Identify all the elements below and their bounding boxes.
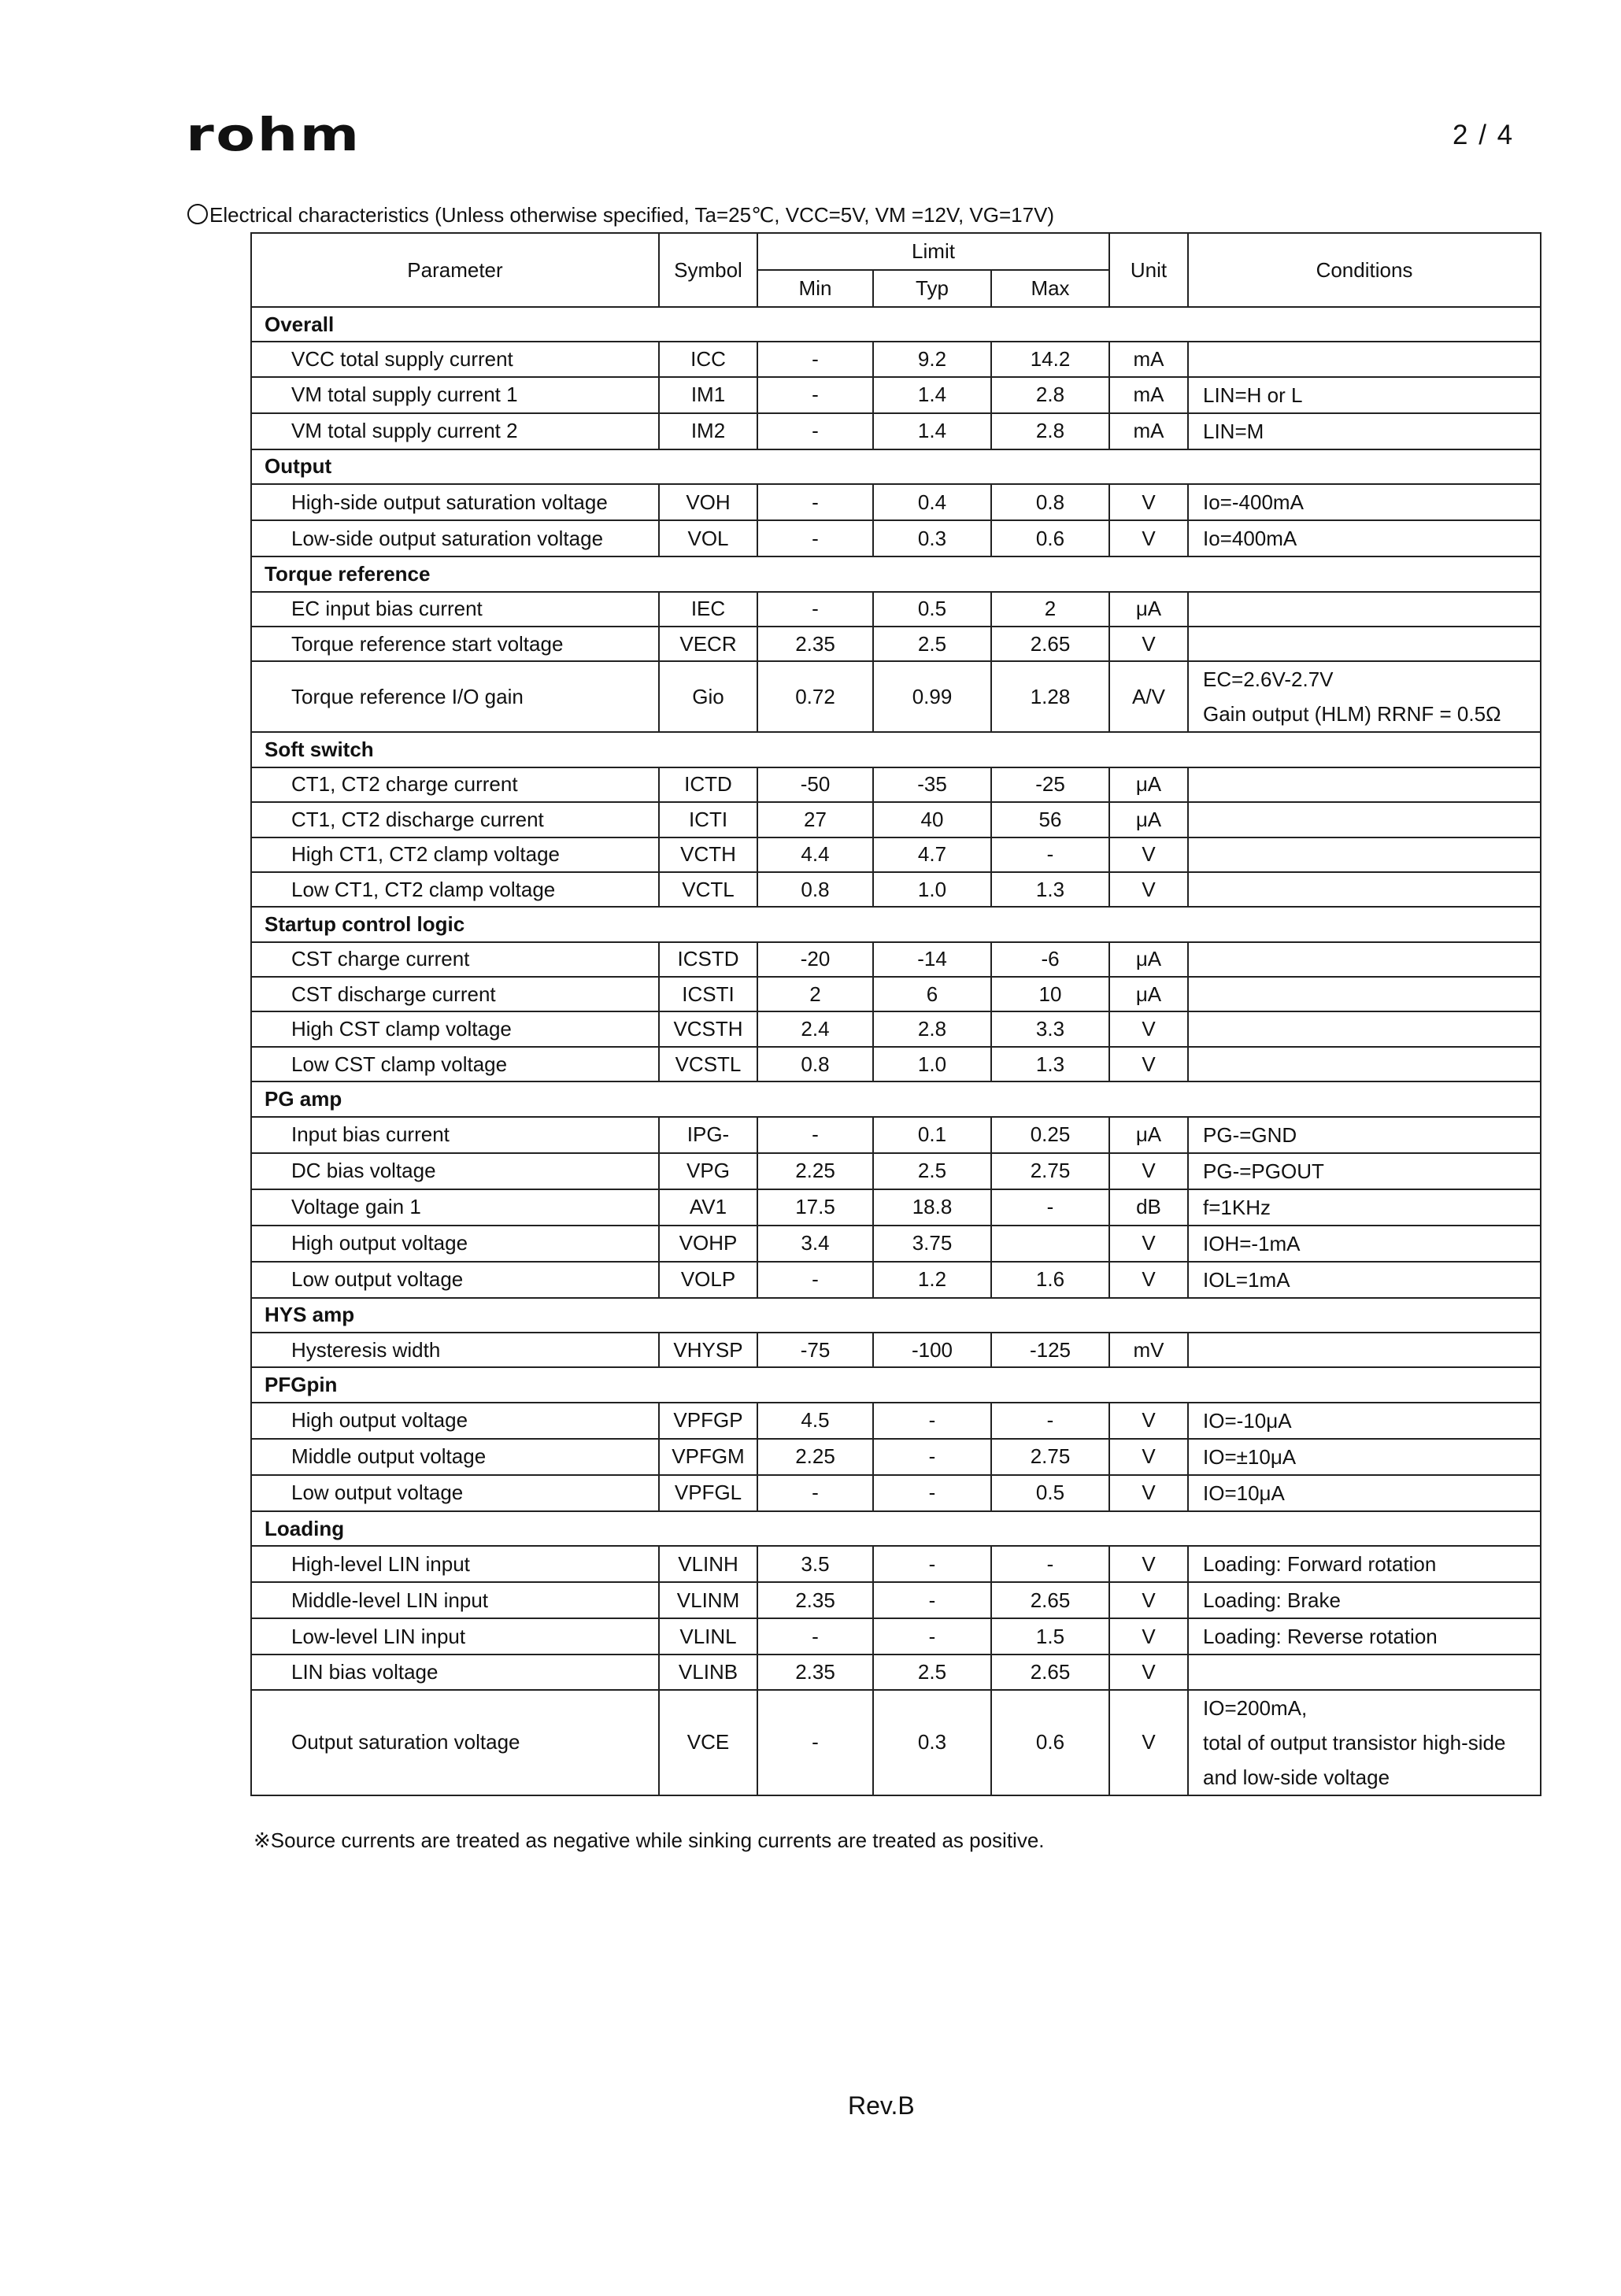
table-row bbox=[251, 592, 1541, 627]
table-row bbox=[251, 977, 1541, 1011]
max-cell: -25 bbox=[991, 767, 1109, 802]
caption-text: Electrical characteristics (Unless otherwise specified, Ta=25℃, VCC=5V, VM =12V, VG=17V) bbox=[209, 203, 1055, 227]
max-cell: 2 bbox=[991, 592, 1109, 627]
condition-line: Io=400mA bbox=[1203, 527, 1297, 551]
param-cell: Low CST clamp voltage bbox=[251, 1047, 659, 1081]
conditions-cell bbox=[1188, 1047, 1541, 1081]
table-body bbox=[251, 307, 1541, 1795]
typ-cell: 9.2 bbox=[873, 342, 991, 376]
section-row bbox=[251, 1511, 1541, 1546]
section-title: Loading bbox=[251, 1511, 1541, 1546]
max-cell: 56 bbox=[991, 802, 1109, 837]
typ-cell: 1.0 bbox=[873, 1047, 991, 1081]
max-cell: 0.25 bbox=[991, 1117, 1109, 1153]
circle-bullet-icon bbox=[187, 204, 208, 224]
table-row bbox=[251, 627, 1541, 661]
symbol-cell: VOL bbox=[659, 520, 757, 556]
param-cell: Input bias current bbox=[251, 1117, 659, 1153]
header-typ: Typ bbox=[873, 270, 991, 307]
min-cell: - bbox=[757, 1262, 873, 1298]
table-row bbox=[251, 342, 1541, 376]
symbol-cell: VOHP bbox=[659, 1226, 757, 1262]
max-cell: 2.65 bbox=[991, 1582, 1109, 1618]
condition-line: f=1KHz bbox=[1203, 1195, 1271, 1219]
unit-cell: V bbox=[1109, 1047, 1188, 1081]
typ-cell: 0.5 bbox=[873, 592, 991, 627]
conditions-cell bbox=[1188, 942, 1541, 977]
typ-cell: 0.4 bbox=[873, 484, 991, 520]
typ-cell: 40 bbox=[873, 802, 991, 837]
unit-cell: V bbox=[1109, 1153, 1188, 1189]
symbol-cell: IM2 bbox=[659, 413, 757, 449]
min-cell: 2.25 bbox=[757, 1153, 873, 1189]
rohm-logo: rohm bbox=[186, 108, 361, 161]
min-cell: 0.8 bbox=[757, 1047, 873, 1081]
table-row bbox=[251, 1333, 1541, 1367]
table-row bbox=[251, 520, 1541, 556]
param-cell: VM total supply current 1 bbox=[251, 377, 659, 413]
symbol-cell: VOH bbox=[659, 484, 757, 520]
table-row bbox=[251, 1546, 1541, 1582]
condition-line: Loading: Forward rotation bbox=[1203, 1552, 1437, 1577]
revision-label: Rev.B bbox=[848, 2091, 915, 2120]
table-row bbox=[251, 1690, 1541, 1795]
param-cell: Hysteresis width bbox=[251, 1333, 659, 1367]
conditions-cell bbox=[1188, 872, 1541, 907]
min-cell: 4.5 bbox=[757, 1403, 873, 1439]
electrical-characteristics-table bbox=[250, 232, 1541, 1796]
conditions-cell bbox=[1188, 1618, 1541, 1655]
table-row bbox=[251, 413, 1541, 449]
symbol-cell: VLINM bbox=[659, 1582, 757, 1618]
table-caption bbox=[187, 203, 1054, 227]
symbol-cell: VCSTH bbox=[659, 1011, 757, 1046]
typ-cell: - bbox=[873, 1546, 991, 1582]
max-cell: 10 bbox=[991, 977, 1109, 1011]
typ-cell: 2.5 bbox=[873, 1153, 991, 1189]
unit-cell: dB bbox=[1109, 1189, 1188, 1226]
param-cell: Low-side output saturation voltage bbox=[251, 520, 659, 556]
min-cell: - bbox=[757, 413, 873, 449]
table-row bbox=[251, 1226, 1541, 1262]
section-row bbox=[251, 732, 1541, 767]
condition-line: and low-side voltage bbox=[1203, 1765, 1390, 1789]
condition-line: Gain output (HLM) RRNF = 0.5Ω bbox=[1203, 702, 1501, 727]
condition-line: total of output transistor high-side bbox=[1203, 1730, 1506, 1754]
min-cell: 27 bbox=[757, 802, 873, 837]
section-title: PG amp bbox=[251, 1081, 1541, 1116]
max-cell: 1.6 bbox=[991, 1262, 1109, 1298]
unit-cell: V bbox=[1109, 484, 1188, 520]
symbol-cell: VPFGP bbox=[659, 1403, 757, 1439]
conditions-cell bbox=[1188, 802, 1541, 837]
param-cell: Torque reference start voltage bbox=[251, 627, 659, 661]
table-row bbox=[251, 1582, 1541, 1618]
unit-cell: μA bbox=[1109, 1117, 1188, 1153]
table-row bbox=[251, 837, 1541, 872]
symbol-cell: VLINB bbox=[659, 1655, 757, 1689]
max-cell bbox=[991, 1226, 1109, 1262]
max-cell: 2.75 bbox=[991, 1153, 1109, 1189]
symbol-cell: VPFGL bbox=[659, 1475, 757, 1511]
symbol-cell: ICTI bbox=[659, 802, 757, 837]
typ-cell: -35 bbox=[873, 767, 991, 802]
unit-cell: V bbox=[1109, 1655, 1188, 1689]
unit-cell: μA bbox=[1109, 802, 1188, 837]
param-cell: Low output voltage bbox=[251, 1262, 659, 1298]
conditions-cell bbox=[1188, 627, 1541, 661]
section-title: Overall bbox=[251, 307, 1541, 342]
typ-cell: - bbox=[873, 1475, 991, 1511]
condition-line: LIN=H or L bbox=[1203, 383, 1303, 407]
table-row bbox=[251, 1439, 1541, 1475]
conditions-cell bbox=[1188, 342, 1541, 376]
symbol-cell: VOLP bbox=[659, 1262, 757, 1298]
conditions-cell bbox=[1188, 1262, 1541, 1298]
min-cell: - bbox=[757, 592, 873, 627]
min-cell: -75 bbox=[757, 1333, 873, 1367]
table-row bbox=[251, 1117, 1541, 1153]
table-row bbox=[251, 1475, 1541, 1511]
max-cell: 3.3 bbox=[991, 1011, 1109, 1046]
symbol-cell: VCSTL bbox=[659, 1047, 757, 1081]
unit-cell: A/V bbox=[1109, 661, 1188, 732]
header-conditions: Conditions bbox=[1188, 233, 1541, 307]
conditions-cell bbox=[1188, 1333, 1541, 1367]
typ-cell: -14 bbox=[873, 942, 991, 977]
min-cell: 3.5 bbox=[757, 1546, 873, 1582]
typ-cell: 1.0 bbox=[873, 872, 991, 907]
min-cell: 2 bbox=[757, 977, 873, 1011]
max-cell: - bbox=[991, 1403, 1109, 1439]
header-parameter: Parameter bbox=[251, 233, 659, 307]
max-cell: 0.8 bbox=[991, 484, 1109, 520]
min-cell: - bbox=[757, 484, 873, 520]
param-cell: VCC total supply current bbox=[251, 342, 659, 376]
max-cell: 2.75 bbox=[991, 1439, 1109, 1475]
typ-cell: 1.2 bbox=[873, 1262, 991, 1298]
condition-line: Io=-400mA bbox=[1203, 490, 1304, 515]
condition-line: IO=10μA bbox=[1203, 1481, 1285, 1505]
unit-cell: μA bbox=[1109, 942, 1188, 977]
condition-line: IO=-10μA bbox=[1203, 1408, 1292, 1433]
symbol-cell: IPG- bbox=[659, 1117, 757, 1153]
param-cell: High output voltage bbox=[251, 1403, 659, 1439]
param-cell: DC bias voltage bbox=[251, 1153, 659, 1189]
unit-cell: mA bbox=[1109, 377, 1188, 413]
condition-line: IOH=-1mA bbox=[1203, 1231, 1301, 1255]
symbol-cell: VLINH bbox=[659, 1546, 757, 1582]
param-cell: Output saturation voltage bbox=[251, 1690, 659, 1795]
min-cell: 4.4 bbox=[757, 837, 873, 872]
conditions-cell bbox=[1188, 1403, 1541, 1439]
max-cell: - bbox=[991, 1546, 1109, 1582]
section-row bbox=[251, 1298, 1541, 1333]
max-cell: 0.6 bbox=[991, 1690, 1109, 1795]
conditions-cell bbox=[1188, 413, 1541, 449]
symbol-cell: VPFGM bbox=[659, 1439, 757, 1475]
param-cell: Low-level LIN input bbox=[251, 1618, 659, 1655]
header-min: Min bbox=[757, 270, 873, 307]
typ-cell: 0.99 bbox=[873, 661, 991, 732]
typ-cell: 4.7 bbox=[873, 837, 991, 872]
typ-cell: 0.1 bbox=[873, 1117, 991, 1153]
max-cell: 2.8 bbox=[991, 413, 1109, 449]
unit-cell: V bbox=[1109, 1546, 1188, 1582]
conditions-cell bbox=[1188, 1546, 1541, 1582]
param-cell: Torque reference I/O gain bbox=[251, 661, 659, 732]
section-row bbox=[251, 556, 1541, 591]
conditions-cell bbox=[1188, 977, 1541, 1011]
conditions-cell bbox=[1188, 661, 1541, 732]
min-cell: - bbox=[757, 1618, 873, 1655]
table-row bbox=[251, 661, 1541, 732]
max-cell: 2.8 bbox=[991, 377, 1109, 413]
symbol-cell: ICTD bbox=[659, 767, 757, 802]
symbol-cell: VCE bbox=[659, 1690, 757, 1795]
param-cell: CST charge current bbox=[251, 942, 659, 977]
table-row bbox=[251, 767, 1541, 802]
max-cell: -6 bbox=[991, 942, 1109, 977]
conditions-cell bbox=[1188, 837, 1541, 872]
header-row bbox=[251, 233, 1541, 270]
condition-line: Loading: Brake bbox=[1203, 1588, 1341, 1613]
section-title: Startup control logic bbox=[251, 907, 1541, 941]
typ-cell: 2.8 bbox=[873, 1011, 991, 1046]
param-cell: High-side output saturation voltage bbox=[251, 484, 659, 520]
min-cell: - bbox=[757, 1117, 873, 1153]
symbol-cell: VCTH bbox=[659, 837, 757, 872]
max-cell: 0.5 bbox=[991, 1475, 1109, 1511]
conditions-cell bbox=[1188, 1690, 1541, 1795]
unit-cell: μA bbox=[1109, 592, 1188, 627]
symbol-cell: ICSTI bbox=[659, 977, 757, 1011]
section-row bbox=[251, 907, 1541, 941]
conditions-cell bbox=[1188, 1117, 1541, 1153]
table-row bbox=[251, 1153, 1541, 1189]
param-cell: CT1, CT2 discharge current bbox=[251, 802, 659, 837]
symbol-cell: VPG bbox=[659, 1153, 757, 1189]
min-cell: - bbox=[757, 377, 873, 413]
conditions-cell bbox=[1188, 520, 1541, 556]
typ-cell: -100 bbox=[873, 1333, 991, 1367]
symbol-cell: VLINL bbox=[659, 1618, 757, 1655]
header-max: Max bbox=[991, 270, 1109, 307]
table-row bbox=[251, 377, 1541, 413]
min-cell: - bbox=[757, 520, 873, 556]
unit-cell: mA bbox=[1109, 342, 1188, 376]
section-row bbox=[251, 1367, 1541, 1402]
condition-line: EC=2.6V-2.7V bbox=[1203, 667, 1334, 692]
param-cell: Middle-level LIN input bbox=[251, 1582, 659, 1618]
section-title: Soft switch bbox=[251, 732, 1541, 767]
table-row bbox=[251, 1011, 1541, 1046]
symbol-cell: VCTL bbox=[659, 872, 757, 907]
table-row bbox=[251, 1189, 1541, 1226]
typ-cell: 6 bbox=[873, 977, 991, 1011]
conditions-cell bbox=[1188, 1582, 1541, 1618]
unit-cell: V bbox=[1109, 520, 1188, 556]
max-cell: - bbox=[991, 1189, 1109, 1226]
unit-cell: V bbox=[1109, 1226, 1188, 1262]
max-cell: 1.3 bbox=[991, 872, 1109, 907]
symbol-cell: IEC bbox=[659, 592, 757, 627]
min-cell: - bbox=[757, 1475, 873, 1511]
max-cell: 14.2 bbox=[991, 342, 1109, 376]
conditions-cell bbox=[1188, 1153, 1541, 1189]
max-cell: 2.65 bbox=[991, 1655, 1109, 1689]
param-cell: High output voltage bbox=[251, 1226, 659, 1262]
param-cell: CT1, CT2 charge current bbox=[251, 767, 659, 802]
typ-cell: 18.8 bbox=[873, 1189, 991, 1226]
symbol-cell: ICSTD bbox=[659, 942, 757, 977]
unit-cell: V bbox=[1109, 1582, 1188, 1618]
param-cell: Low CT1, CT2 clamp voltage bbox=[251, 872, 659, 907]
param-cell: VM total supply current 2 bbox=[251, 413, 659, 449]
symbol-cell: IM1 bbox=[659, 377, 757, 413]
typ-cell: 0.3 bbox=[873, 520, 991, 556]
typ-cell: - bbox=[873, 1582, 991, 1618]
table-row bbox=[251, 872, 1541, 907]
min-cell: 17.5 bbox=[757, 1189, 873, 1226]
unit-cell: μA bbox=[1109, 767, 1188, 802]
unit-cell: μA bbox=[1109, 977, 1188, 1011]
conditions-cell bbox=[1188, 1011, 1541, 1046]
unit-cell: V bbox=[1109, 1439, 1188, 1475]
header-symbol: Symbol bbox=[659, 233, 757, 307]
conditions-cell bbox=[1188, 484, 1541, 520]
param-cell: Low output voltage bbox=[251, 1475, 659, 1511]
max-cell: 1.5 bbox=[991, 1618, 1109, 1655]
condition-line: IOL=1mA bbox=[1203, 1267, 1290, 1292]
section-row bbox=[251, 1081, 1541, 1116]
section-title: HYS amp bbox=[251, 1298, 1541, 1333]
header-limit: Limit bbox=[757, 233, 1109, 270]
conditions-cell bbox=[1188, 1475, 1541, 1511]
unit-cell: V bbox=[1109, 1403, 1188, 1439]
max-cell: 1.28 bbox=[991, 661, 1109, 732]
section-title: Output bbox=[251, 449, 1541, 484]
min-cell: 0.72 bbox=[757, 661, 873, 732]
condition-line: IO=±10μA bbox=[1203, 1444, 1297, 1469]
table-row bbox=[251, 942, 1541, 977]
typ-cell: - bbox=[873, 1439, 991, 1475]
section-title: PFGpin bbox=[251, 1367, 1541, 1402]
max-cell: 2.65 bbox=[991, 627, 1109, 661]
section-title: Torque reference bbox=[251, 556, 1541, 591]
param-cell: High CST clamp voltage bbox=[251, 1011, 659, 1046]
symbol-cell: Gio bbox=[659, 661, 757, 732]
typ-cell: 0.3 bbox=[873, 1690, 991, 1795]
min-cell: 2.35 bbox=[757, 627, 873, 661]
unit-cell: V bbox=[1109, 837, 1188, 872]
symbol-cell: ICC bbox=[659, 342, 757, 376]
table-row bbox=[251, 1655, 1541, 1689]
header-unit: Unit bbox=[1109, 233, 1188, 307]
footnote: ※Source currents are treated as negative while sinking currents are treated as positive. bbox=[254, 1828, 1045, 1852]
conditions-cell bbox=[1188, 1189, 1541, 1226]
max-cell: -125 bbox=[991, 1333, 1109, 1367]
table-row bbox=[251, 484, 1541, 520]
table-row bbox=[251, 1262, 1541, 1298]
param-cell: Voltage gain 1 bbox=[251, 1189, 659, 1226]
param-cell: Middle output voltage bbox=[251, 1439, 659, 1475]
unit-cell: V bbox=[1109, 627, 1188, 661]
unit-cell: V bbox=[1109, 872, 1188, 907]
section-row bbox=[251, 449, 1541, 484]
conditions-cell bbox=[1188, 1655, 1541, 1689]
typ-cell: 2.5 bbox=[873, 1655, 991, 1689]
min-cell: -20 bbox=[757, 942, 873, 977]
conditions-cell bbox=[1188, 1439, 1541, 1475]
unit-cell: V bbox=[1109, 1475, 1188, 1511]
condition-line: PG-=GND bbox=[1203, 1122, 1297, 1147]
condition-line: LIN=M bbox=[1203, 419, 1264, 443]
min-cell: 3.4 bbox=[757, 1226, 873, 1262]
page-number: 2 / 4 bbox=[1453, 120, 1515, 150]
unit-cell: mV bbox=[1109, 1333, 1188, 1367]
symbol-cell: VHYSP bbox=[659, 1333, 757, 1367]
param-cell: High CT1, CT2 clamp voltage bbox=[251, 837, 659, 872]
max-cell: 1.3 bbox=[991, 1047, 1109, 1081]
unit-cell: V bbox=[1109, 1262, 1188, 1298]
typ-cell: - bbox=[873, 1403, 991, 1439]
min-cell: -50 bbox=[757, 767, 873, 802]
min-cell: 0.8 bbox=[757, 872, 873, 907]
max-cell: - bbox=[991, 837, 1109, 872]
conditions-cell bbox=[1188, 377, 1541, 413]
table-row bbox=[251, 1618, 1541, 1655]
conditions-cell bbox=[1188, 1226, 1541, 1262]
typ-cell: - bbox=[873, 1618, 991, 1655]
typ-cell: 1.4 bbox=[873, 413, 991, 449]
conditions-cell bbox=[1188, 592, 1541, 627]
min-cell: - bbox=[757, 342, 873, 376]
typ-cell: 3.75 bbox=[873, 1226, 991, 1262]
max-cell: 0.6 bbox=[991, 520, 1109, 556]
section-row bbox=[251, 307, 1541, 342]
min-cell: 2.25 bbox=[757, 1439, 873, 1475]
min-cell: 2.35 bbox=[757, 1582, 873, 1618]
min-cell: 2.35 bbox=[757, 1655, 873, 1689]
symbol-cell: VECR bbox=[659, 627, 757, 661]
param-cell: High-level LIN input bbox=[251, 1546, 659, 1582]
conditions-cell bbox=[1188, 767, 1541, 802]
condition-line: IO=200mA, bbox=[1203, 1695, 1308, 1720]
table-row bbox=[251, 1047, 1541, 1081]
condition-line: PG-=PGOUT bbox=[1203, 1159, 1324, 1183]
unit-cell: V bbox=[1109, 1011, 1188, 1046]
symbol-cell: AV1 bbox=[659, 1189, 757, 1226]
typ-cell: 2.5 bbox=[873, 627, 991, 661]
table-row bbox=[251, 802, 1541, 837]
min-cell: 2.4 bbox=[757, 1011, 873, 1046]
typ-cell: 1.4 bbox=[873, 377, 991, 413]
unit-cell: V bbox=[1109, 1690, 1188, 1795]
param-cell: EC input bias current bbox=[251, 592, 659, 627]
table-row bbox=[251, 1403, 1541, 1439]
param-cell: CST discharge current bbox=[251, 977, 659, 1011]
condition-line: Loading: Reverse rotation bbox=[1203, 1625, 1438, 1649]
param-cell: LIN bias voltage bbox=[251, 1655, 659, 1689]
min-cell: - bbox=[757, 1690, 873, 1795]
unit-cell: mA bbox=[1109, 413, 1188, 449]
unit-cell: V bbox=[1109, 1618, 1188, 1655]
